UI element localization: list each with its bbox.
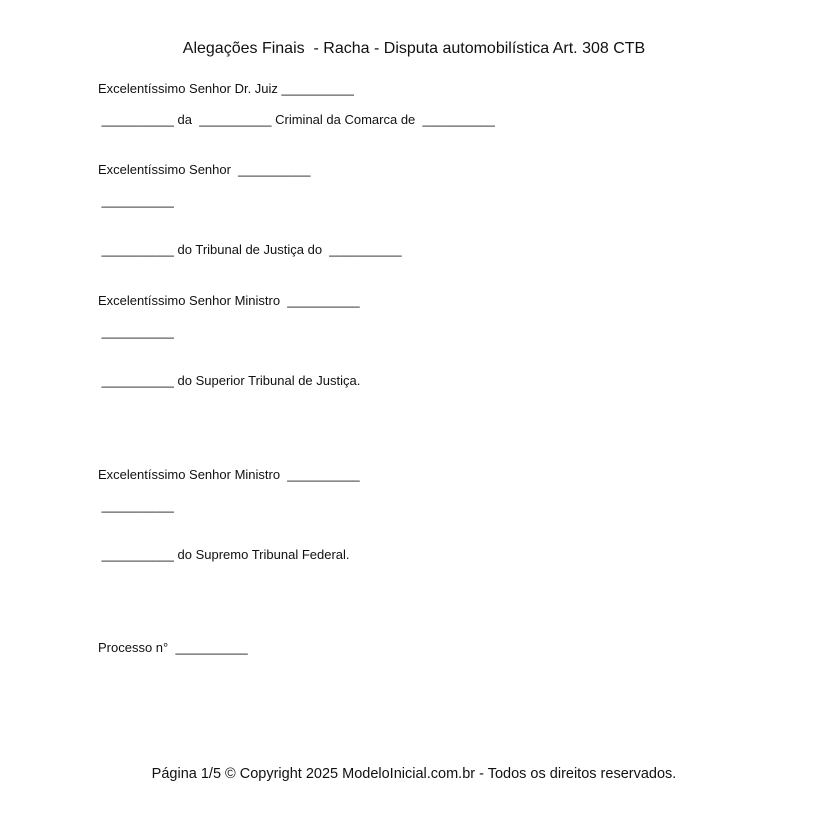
blank-name-line: __________ xyxy=(98,193,174,208)
process-number-line: Processo n° __________ xyxy=(98,640,248,655)
addressee-minister-stj-line: Excelentíssimo Senhor Ministro __________ xyxy=(98,293,360,308)
blank-name-line: __________ xyxy=(98,498,174,513)
supremo-tribunal-line: __________ do Supremo Tribunal Federal. xyxy=(98,547,350,562)
blank-name-line: __________ xyxy=(98,324,174,339)
addressee-minister-stf-line: Excelentíssimo Senhor Ministro __________ xyxy=(98,467,360,482)
court-comarca-line: __________ da __________ Criminal da Comarca de __________ xyxy=(98,112,495,127)
tribunal-justica-line: __________ do Tribunal de Justiça do __________ xyxy=(98,242,402,257)
superior-tribunal-line: __________ do Superior Tribunal de Justiça. xyxy=(98,373,361,388)
page-footer: Página 1/5 © Copyright 2025 ModeloInicial.com.br - Todos os direitos reservados. xyxy=(151,766,677,782)
document-title: Alegações Finais - Racha - Disputa automobilística Art. 308 CTB xyxy=(182,40,646,57)
addressee-senhor-line: Excelentíssimo Senhor __________ xyxy=(98,162,311,177)
addressee-judge-line: Excelentíssimo Senhor Dr. Juiz __________ xyxy=(98,81,354,96)
